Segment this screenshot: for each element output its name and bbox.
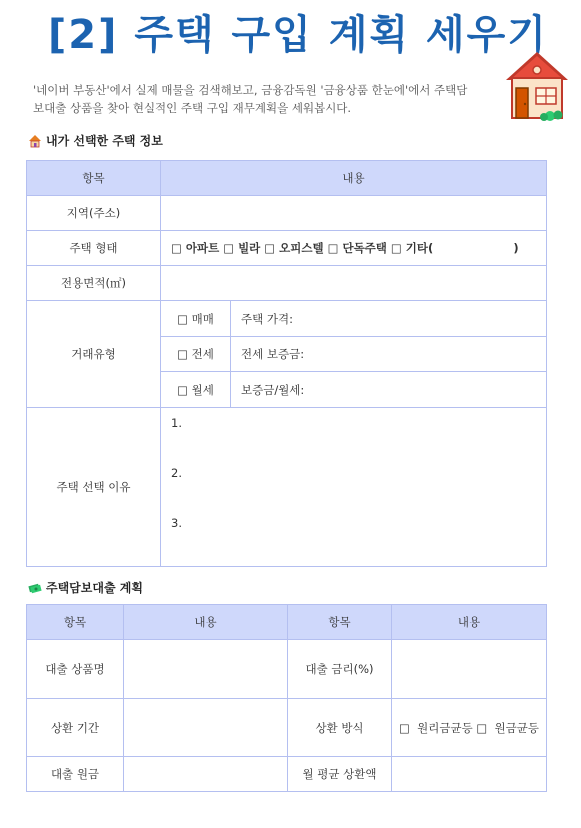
loan-header-item-2: 항목 xyxy=(288,605,392,640)
section2-heading xyxy=(28,579,143,596)
repay-period-field[interactable] xyxy=(124,699,288,757)
deal-field-jeonse[interactable]: 전세 보증금: xyxy=(231,337,547,372)
header-content: 내용 xyxy=(161,161,547,196)
row-reason-label: 주택 선택 이유 xyxy=(27,408,161,567)
loan-principal-field[interactable] xyxy=(124,757,288,792)
row-area-label: 전용면적(㎡) xyxy=(27,266,161,301)
repay-method-label: 상환 방식 xyxy=(288,699,392,757)
house-type-options[interactable]: □ 아파트 □ 빌라 □ 오피스텔 □ 단독주택 □ 기타( ) xyxy=(161,231,547,266)
loan-header-content-1: 내용 xyxy=(124,605,288,640)
reason-field[interactable] xyxy=(161,408,547,567)
loan-plan-table xyxy=(26,604,547,792)
loan-rate-label: 대출 금리(%) xyxy=(288,640,392,699)
section1-heading-text: 내가 선택한 주택 정보 xyxy=(46,134,163,148)
loan-principal-label: 대출 원금 xyxy=(27,757,124,792)
section2-heading-text: 주택담보대출 계획 xyxy=(46,581,143,595)
deal-option-jeonse[interactable]: □ 전세 xyxy=(161,337,231,372)
row-house-type-label: 주택 형태 xyxy=(27,231,161,266)
deal-option-monthly[interactable]: □ 월세 xyxy=(161,372,231,408)
region-field[interactable] xyxy=(161,196,547,231)
loan-header-item-1: 항목 xyxy=(27,605,124,640)
house-small-icon xyxy=(28,134,42,148)
header-item: 항목 xyxy=(27,161,161,196)
reason-line-1: 1. xyxy=(171,416,182,430)
loan-header-content-2: 내용 xyxy=(392,605,547,640)
intro-text: '네이버 부동산'에서 실제 매물을 검색해보고, 금융감독원 '금융상품 한눈에'에서 주택담보대출 상품을 찾아 현실적인 주택 구입 재무계획을 세워봅시다. xyxy=(33,83,468,115)
reason-line-3: 3. xyxy=(171,516,182,530)
loan-product-label: 대출 상품명 xyxy=(27,640,124,699)
loan-product-field[interactable] xyxy=(124,640,288,699)
section1-heading xyxy=(28,132,163,149)
deal-option-sale[interactable]: □ 매매 xyxy=(161,301,231,337)
row-region-label: 지역(주소) xyxy=(27,196,161,231)
monthly-payment-field[interactable] xyxy=(392,757,547,792)
deal-field-sale[interactable]: 주택 가격: xyxy=(231,301,547,337)
area-field[interactable] xyxy=(161,266,547,301)
repay-method-options[interactable]: □ 원리금균등 □ 원금균등 xyxy=(392,699,547,757)
reason-line-2: 2. xyxy=(171,466,182,480)
monthly-payment-label: 월 평균 상환액 xyxy=(288,757,392,792)
loan-rate-field[interactable] xyxy=(392,640,547,699)
page-title: [2] 주택 구입 계획 세우기 xyxy=(48,12,548,58)
deal-field-monthly[interactable]: 보증금/월세: xyxy=(231,372,547,408)
repay-period-label: 상환 기간 xyxy=(27,699,124,757)
house-info-table xyxy=(26,160,547,567)
house-icon xyxy=(498,46,576,122)
money-icon xyxy=(28,581,42,595)
row-deal-type-label: 거래유형 xyxy=(27,301,161,408)
